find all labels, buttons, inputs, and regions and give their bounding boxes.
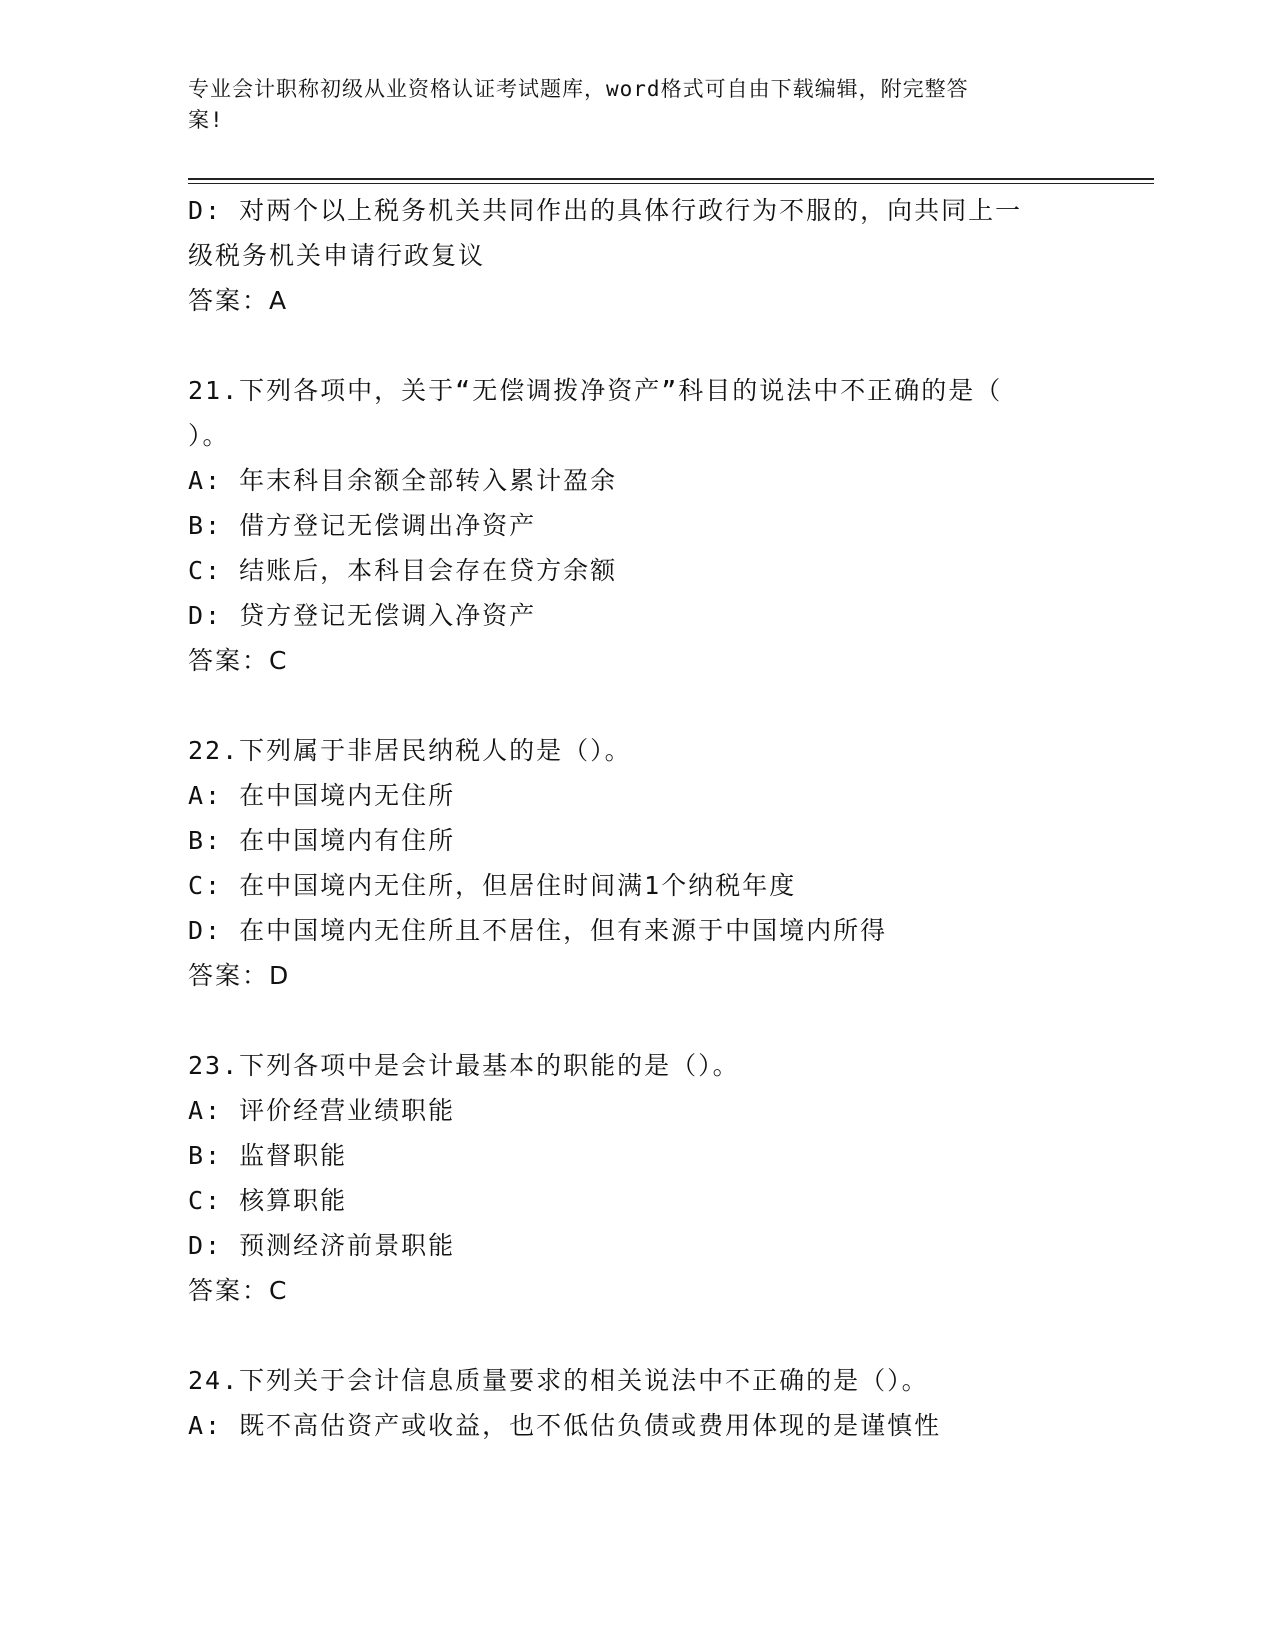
question-list xyxy=(188,188,1088,1448)
spacer xyxy=(188,998,1088,1043)
answer: 答案：C xyxy=(188,1276,289,1305)
answer: 答案：C xyxy=(188,646,289,675)
option-c: C: 核算职能 xyxy=(188,1186,348,1215)
question-block-prev xyxy=(188,188,1088,323)
question-block-21 xyxy=(188,368,1088,683)
header-rule-thick xyxy=(188,178,1154,180)
spacer xyxy=(188,323,1088,368)
question-block-24 xyxy=(188,1358,1088,1448)
header-line-1: 专业会计职称初级从业资格认证考试题库，word格式可自由下载编辑，附完整答 xyxy=(188,77,969,101)
question-stem-continued: ）。 xyxy=(188,421,230,450)
option-a: A: 既不高估资产或收益，也不低估负债或费用体现的是谨慎性 xyxy=(188,1411,942,1440)
option-d: D: 贷方登记无偿调入净资产 xyxy=(188,601,537,630)
option-d-continued: 级税务机关申请行政复议 xyxy=(188,241,486,270)
option-d: D: 预测经济前景职能 xyxy=(188,1231,456,1260)
question-stem: 24.下列关于会计信息质量要求的相关说法中不正确的是（）。 xyxy=(188,1366,929,1395)
option-a: A: 评价经营业绩职能 xyxy=(188,1096,456,1125)
header-rule-thin xyxy=(188,183,1154,184)
option-d: D: 对两个以上税务机关共同作出的具体行政行为不服的，向共同上一 xyxy=(188,196,1023,225)
question-block-22 xyxy=(188,728,1088,998)
option-b: B: 监督职能 xyxy=(188,1141,348,1170)
option-d: D: 在中国境内无住所且不居住，但有来源于中国境内所得 xyxy=(188,916,888,945)
question-block-23 xyxy=(188,1043,1088,1313)
option-a: A: 在中国境内无住所 xyxy=(188,781,456,810)
option-c: C: 结账后，本科目会存在贷方余额 xyxy=(188,556,618,585)
question-stem: 21.下列各项中，关于“无偿调拨净资产”科目的说法中不正确的是（ xyxy=(188,376,1003,405)
answer: 答案：A xyxy=(188,286,289,315)
option-b: B: 在中国境内有住所 xyxy=(188,826,456,855)
option-b: B: 借方登记无偿调出净资产 xyxy=(188,511,537,540)
header-line-2: 案! xyxy=(188,108,224,132)
answer: 答案：D xyxy=(188,961,291,990)
option-c: C: 在中国境内无住所，但居住时间满1个纳税年度 xyxy=(188,871,797,900)
spacer xyxy=(188,683,1088,728)
question-stem: 22.下列属于非居民纳税人的是（）。 xyxy=(188,736,632,765)
spacer xyxy=(188,1313,1088,1358)
question-stem: 23.下列各项中是会计最基本的职能的是（）。 xyxy=(188,1051,740,1080)
page-header xyxy=(188,74,1068,136)
option-a: A: 年末科目余额全部转入累计盈余 xyxy=(188,466,618,495)
